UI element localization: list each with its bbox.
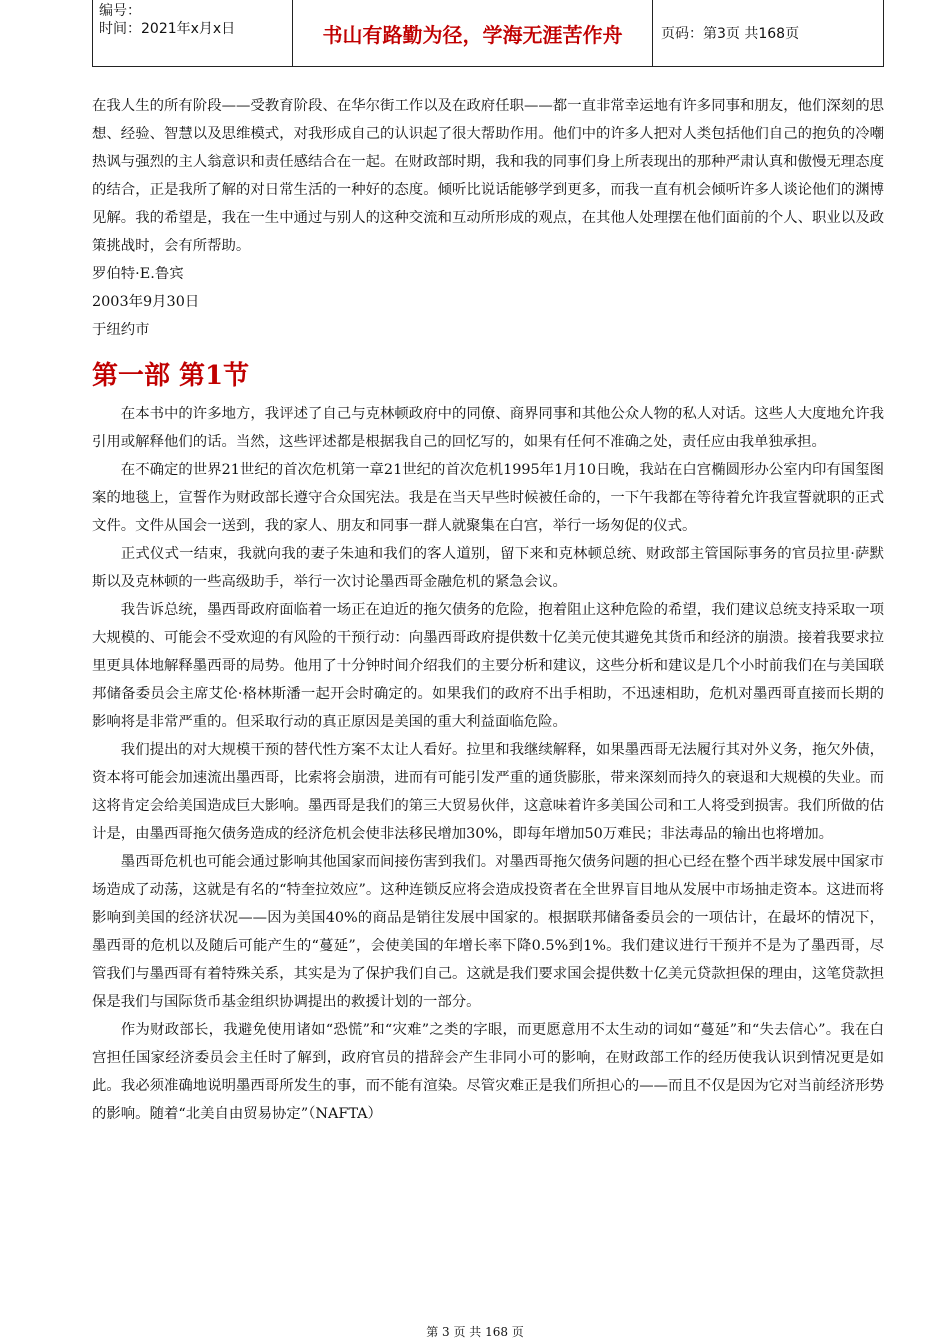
signature-name: 罗伯特·E.鲁宾 (92, 266, 184, 282)
page-header (92, 0, 884, 67)
body-paragraph: 正式仪式一结束，我就向我的妻子朱迪和我们的客人道别，留下来和克林顿总统、财政部主管国际事务的官员拉里·萨默斯以及克林顿的一些高级助手，举行一次讨论墨西哥金融危机的紧急会议。 (92, 546, 884, 590)
signature-place: 于纽约市 (92, 322, 150, 338)
section-title: 第一部 第1节 (92, 361, 250, 391)
body-paragraph: 在不确定的世界21世纪的首次危机第一章21世纪的首次危机1995年1月10日晚，我站在白宫椭圆形办公室内印有国玺图案的地毯上，宣誓作为财政部长遵守合众国宪法。我是在当天早些时候被任命的，一下午我都在等待着允许我宣誓就职的正式文件。文件从国会一送到，我的家人、朋友和同事一群人就聚集在白宫，举行一场匆促的仪式。 (92, 462, 884, 534)
header-motto: 书山有路勤为径，学海无涯苦作舟 (293, 0, 653, 66)
body-paragraph: 我们提出的对大规模干预的替代性方案不太让人看好。拉里和我继续解释，如果墨西哥无法履行其对外义务，拖欠外债，资本将可能会加速流出墨西哥，比索将会崩溃，进而有可能引发严重的通货膨胀，带来深刻而持久的衰退和大规模的失业。而这将肯定会给美国造成巨大影响。墨西哥是我们的第三大贸易伙伴，这意味着许多美国公司和工人将受到损害。我们所做的估计是，由墨西哥拖欠债务造成的经济危机会使非法移民增加30%，即每年增加50万难民；非法毒品的输出也将增加。 (92, 742, 884, 842)
header-meta (93, 0, 293, 66)
body-paragraph: 墨西哥危机也可能会通过影响其他国家而间接伤害到我们。对墨西哥拖欠债务问题的担心已经在整个西半球发展中国家市场造成了动荡，这就是有名的“特奎拉效应”。这种连锁反应将会造成投资者在全世界盲目地从发展中市场抽走资本。这进而将影响到美国的经济状况——因为美国40%的商品是销往发展中国家的。根据联邦储备委员会的一项估计，在最坏的情况下，墨西哥的危机以及随后可能产生的“蔓延”，会使美国的年增长率下降0.5%到1%。我们建议进行干预并不是为了墨西哥，尽管我们与墨西哥有着特殊关系，其实是为了保护我们自己。这就是我们要求国会提供数十亿美元贷款担保的理由，这笔贷款担保是我们与国际货币基金组织协调提出的救援计划的一部分。 (92, 854, 884, 1010)
page-footer: 第 3 页 共 168 页 (426, 1325, 524, 1339)
header-number-label: 编号： (99, 3, 141, 19)
document-body (92, 92, 884, 1128)
intro-paragraph: 在我人生的所有阶段——受教育阶段、在华尔街工作以及在政府任职——都一直非常幸运地有许多同事和朋友，他们深刻的思想、经验、智慧以及思维模式，对我形成自己的认识起了很大帮助作用。他们中的许多人把对人类包括他们自己的抱负的冷嘲热讽与强烈的主人翁意识和责任感结合在一起。在财政部时期，我和我的同事们身上所表现出的那种严肃认真和傲慢无理态度的结合，正是我所了解的对日常生活的一种好的态度。倾听比说话能够学到更多，而我一直有机会倾听许多人谈论他们的渊博见解。我的希望是，我在一生中通过与别人的这种交流和互动所形成的观点，在其他人处理摆在他们面前的个人、职业以及政策挑战时，会有所帮助。 (92, 98, 884, 254)
signature-date: 2003年9月30日 (92, 294, 200, 310)
body-paragraph: 在本书中的许多地方，我评述了自己与克林顿政府中的同僚、商界同事和其他公众人物的私人对话。这些人大度地允许我引用或解释他们的话。当然，这些评述都是根据我自己的回忆写的，如果有任何不准确之处，责任应由我单独承担。 (92, 406, 884, 450)
body-paragraph: 我告诉总统，墨西哥政府面临着一场正在迫近的拖欠债务的危险，抱着阻止这种危险的希望，我们建议总统支持采取一项大规模的、可能会不受欢迎的有风险的干预行动：向墨西哥政府提供数十亿美元使其避免其货币和经济的崩溃。接着我要求拉里更具体地解释墨西哥的局势。他用了十分钟时间介绍我们的主要分析和建议，这些分析和建议是几个小时前我们在与美国联邦储备委员会主席艾伦·格林斯潘一起开会时确定的。如果我们的政府不出手相助，不迅速相助，危机对墨西哥直接而长期的影响将是非常严重的。但采取行动的真正原因是美国的重大利益面临危险。 (92, 602, 884, 730)
header-date-label: 时间：2021年x月x日 (99, 21, 236, 37)
header-page-label: 页码：第3页 共168页 (661, 26, 800, 42)
body-paragraph: 作为财政部长，我避免使用诸如“恐慌”和“灾难”之类的字眼，而更愿意用不太生动的词如“蔓延”和“失去信心”。我在白宫担任国家经济委员会主任时了解到，政府官员的措辞会产生非同小可的影响，在财政部工作的经历使我认识到情况更是如此。我必须准确地说明墨西哥所发生的事，而不能有渲染。尽管灾难正是我们所担心的——而且不仅是因为它对当前经济形势的影响。随着“北美自由贸易协定”（NAFTA） (92, 1022, 884, 1122)
